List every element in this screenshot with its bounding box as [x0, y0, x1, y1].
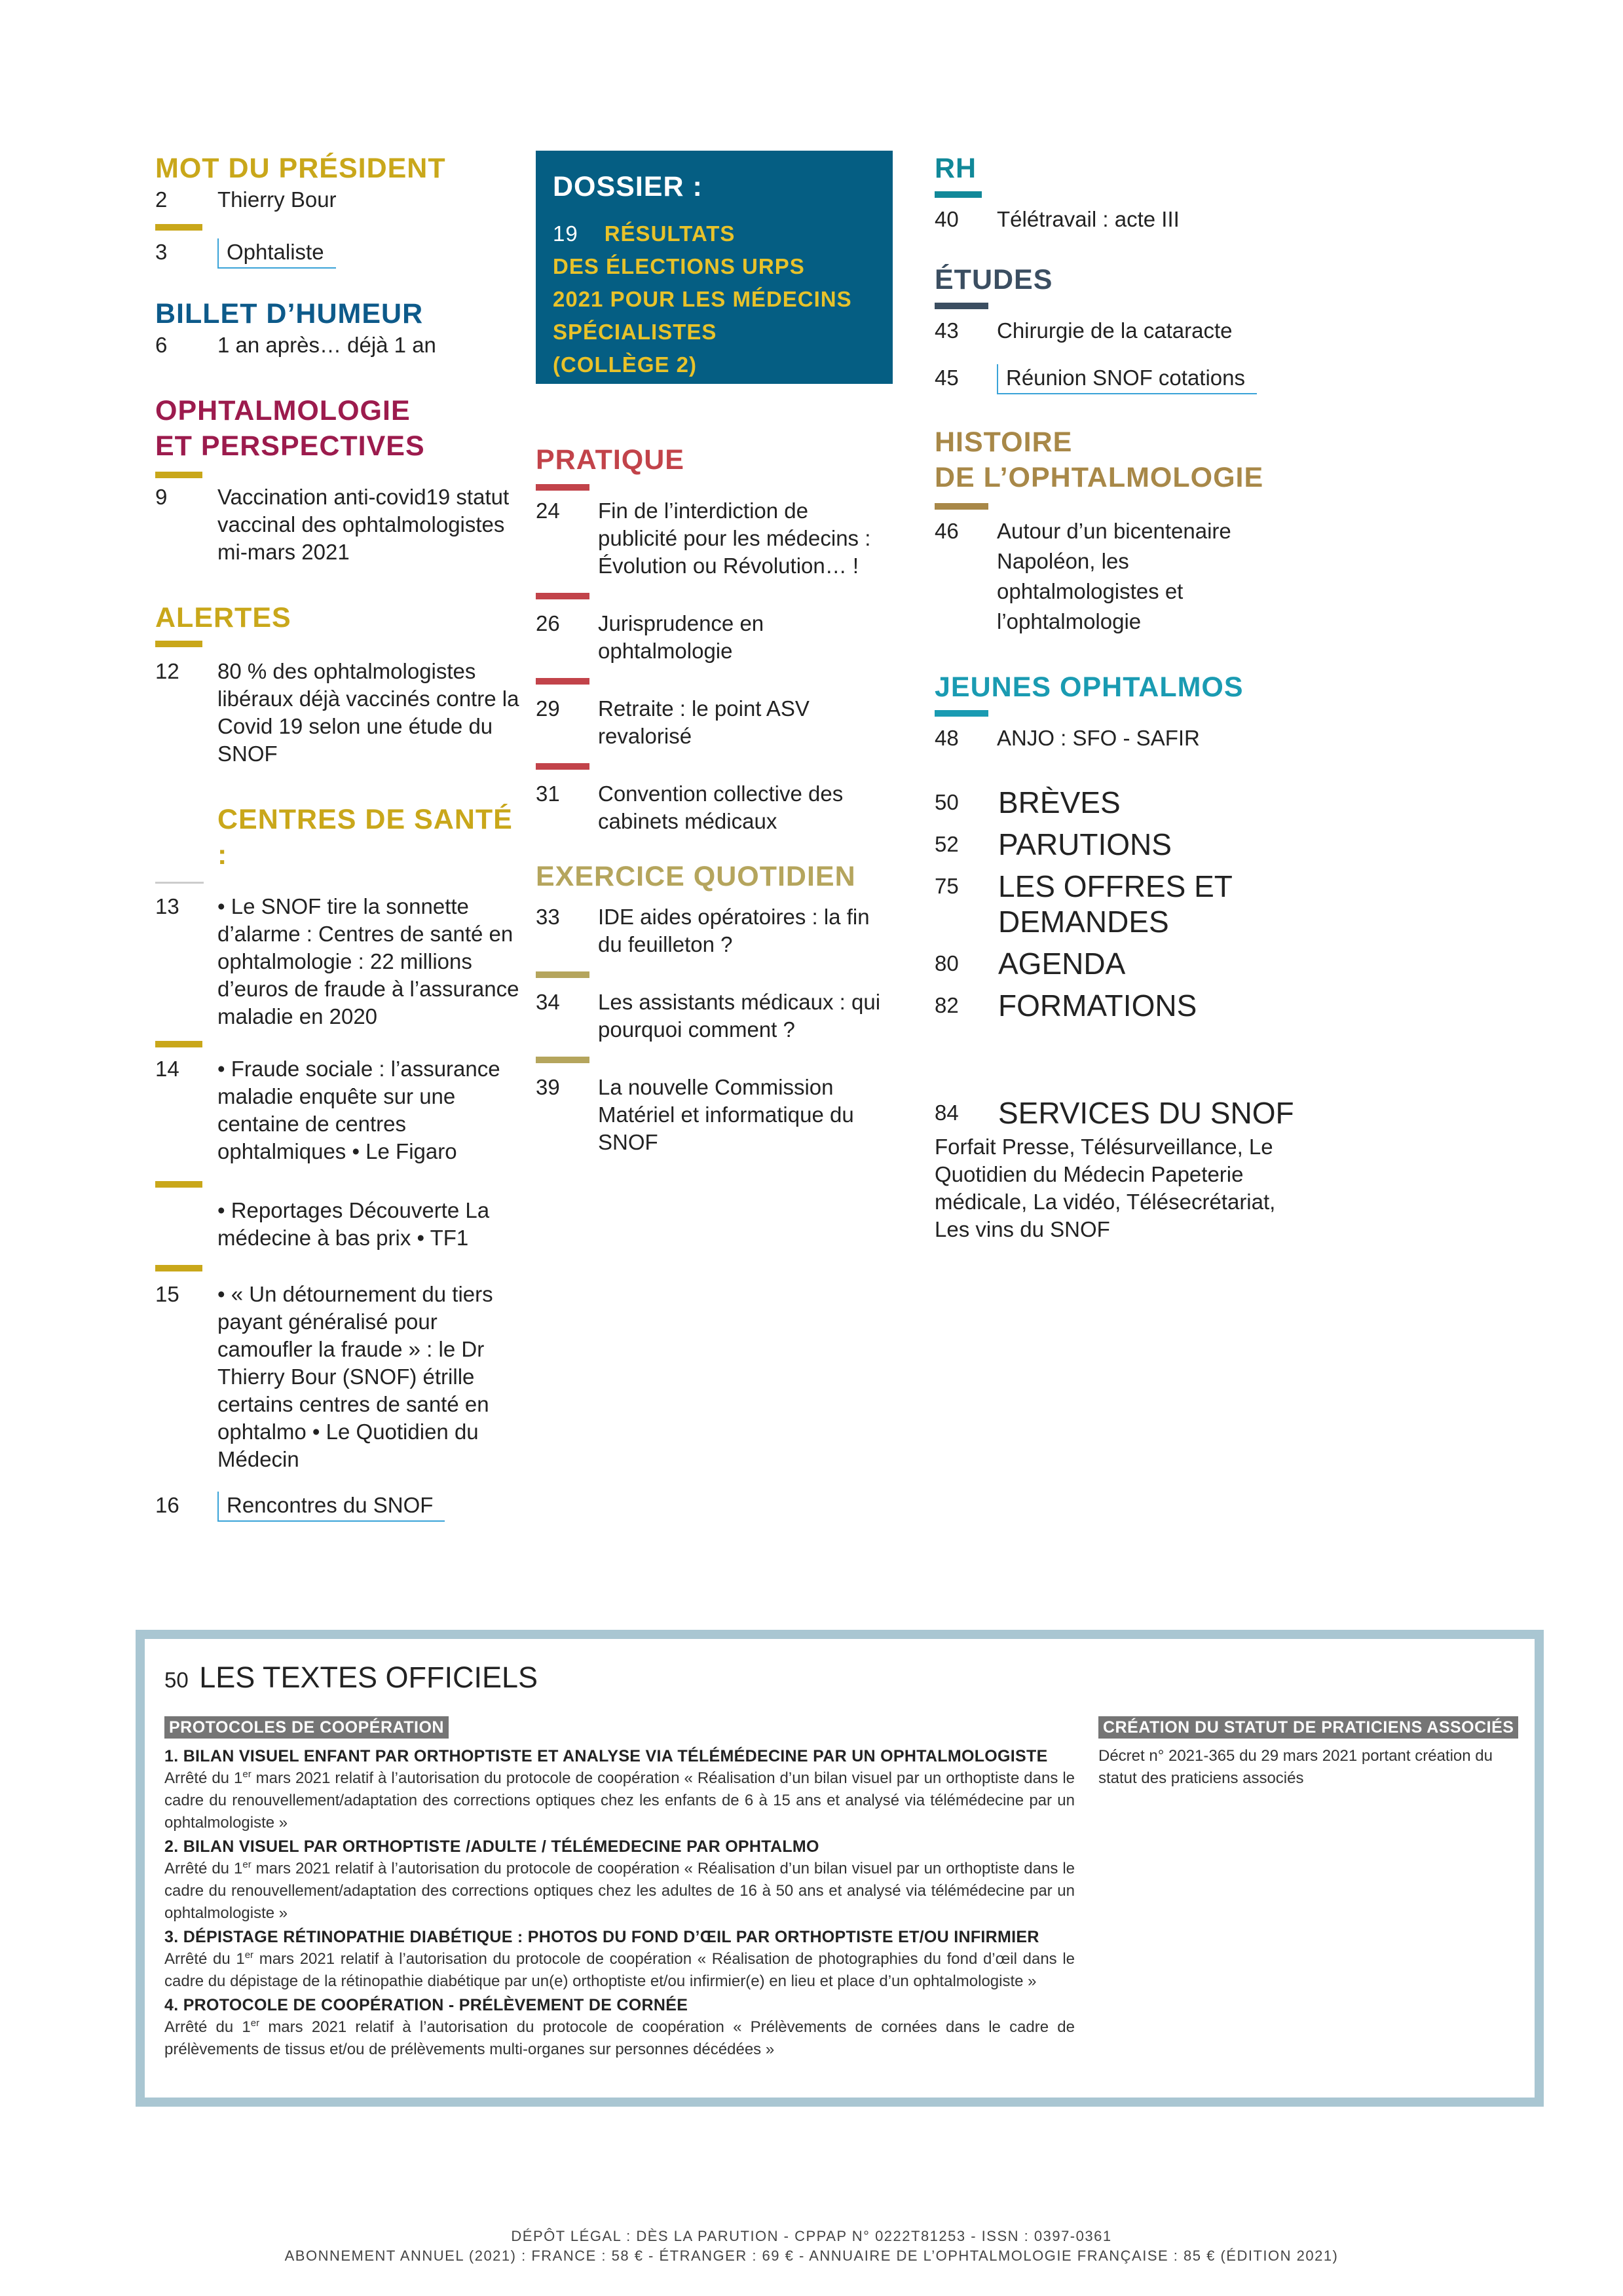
dossier-box[interactable] [536, 151, 893, 384]
page-number: 19 [553, 221, 578, 246]
toc-entry[interactable] [155, 238, 522, 269]
dossier-title: DOSSIER : [553, 171, 703, 202]
dossier-line: DES ÉLECTIONS URPS [553, 254, 805, 278]
entry-title: IDE aides opératoires : la fin du feuilleton ? [598, 905, 870, 956]
official-item[interactable] [164, 1994, 1075, 2061]
divider [155, 1181, 202, 1188]
legal-footer [0, 2227, 1623, 2266]
page-number: 33 [536, 905, 560, 929]
section-title-etudes: ÉTUDES [935, 264, 1053, 295]
page-number: 16 [155, 1493, 179, 1517]
entry-title: • « Un détournement du tiers payant généralisé pour camoufler la fraude » : le Dr Thierry Bour (SNOF) étrille certains centres de santé en ophtalmo • Le Quotidien du Médecin [217, 1282, 493, 1471]
toc-entry[interactable] [536, 988, 893, 1044]
official-texts-box [136, 1630, 1544, 2107]
entry-title: Fin de l’interdiction de publicité pour les médecins : Évolution ou Révolution… ! [598, 499, 871, 578]
toc-entry[interactable] [935, 516, 1328, 637]
page-number: 13 [155, 894, 179, 918]
official-item-heading: 2. BILAN VISUEL PAR ORTHOPTISTE /ADULTE / TÉLÉMEDECINE PAR OPHTALMO [164, 1837, 819, 1856]
section-title-alertes: ALERTES [155, 602, 291, 633]
page-number: 12 [155, 659, 179, 683]
toc-entry[interactable] [155, 331, 522, 359]
page-number: 34 [536, 990, 560, 1014]
toc-column-3 [935, 151, 1328, 1243]
toc-entry[interactable] [536, 1074, 893, 1156]
toc-entry[interactable] [935, 1095, 1328, 1131]
toc-entry[interactable] [935, 988, 1328, 1023]
toc-entry[interactable] [935, 725, 1328, 752]
page-number: 43 [935, 318, 959, 343]
praticiens-associes-tag: CRÉATION DU STATUT DE PRATICIENS ASSOCIÉS [1098, 1716, 1518, 1739]
official-item-heading: 4. PROTOCOLE DE COOPÉRATION - PRÉLÈVEMENT DE CORNÉE [164, 1996, 688, 2014]
page-number: 48 [935, 726, 959, 750]
toc-entry[interactable] [935, 785, 1328, 820]
rubrique-list [935, 785, 1328, 1023]
page-number: 80 [935, 951, 959, 975]
official-item-body: Arrêté du 1er mars 2021 relatif à l’autorisation du protocole de coopération « Réalisation de photographies du fond d’œil dans le cadre du dépistage de la rétinopathie diabétique par un(e) orthoptiste et/ou infirmier(e) en lieu et place d’un ophtalmologiste » [164, 1949, 1075, 1990]
page-number: 50 [935, 790, 959, 814]
official-item-body: Arrêté du 1er mars 2021 relatif à l’autorisation du protocole de coopération « Prélèvements de cornées dans le cadre de prélèvements de tissus et/ou de prélèvements multi-organes sur personnes décédées » [164, 2018, 1075, 2058]
official-item[interactable] [164, 1835, 1075, 1925]
toc-entry[interactable] [536, 780, 893, 835]
divider [155, 472, 202, 478]
page-number: 29 [536, 696, 560, 721]
divider [155, 224, 202, 231]
toc-entry[interactable] [155, 1281, 522, 1473]
entry-title: Les assistants médicaux : qui pourquoi comment ? [598, 990, 881, 1042]
page-number: 84 [935, 1101, 959, 1125]
divider [155, 641, 202, 647]
services-description: Forfait Presse, Télésurveillance, Le Quotidien du Médecin Papeterie médicale, La vidéo, Télésecrétariat, Les vins du SNOF [935, 1135, 1276, 1241]
entry-title: Télétravail : acte III [997, 207, 1180, 231]
entry-title: • Reportages Découverte La médecine à bas prix • TF1 [217, 1198, 490, 1250]
divider [536, 1057, 589, 1063]
entry-title: Chirurgie de la cataracte [997, 318, 1233, 343]
divider [935, 303, 988, 309]
divider [536, 678, 589, 685]
entry-title: ANJO : SFO - SAFIR [997, 726, 1200, 750]
toc-entry[interactable] [536, 610, 893, 665]
toc-entry[interactable] [155, 483, 522, 566]
divider [155, 1265, 202, 1271]
toc-entry[interactable] [155, 1055, 522, 1165]
page-number: 2 [155, 187, 168, 212]
entry-title: 1 an après… déjà 1 an [217, 333, 436, 357]
dossier-line: RÉSULTATS [604, 221, 736, 246]
entry-title: Convention collective des cabinets médicaux [598, 781, 844, 833]
entry-title: LES OFFRES ET DEMANDES [998, 869, 1233, 939]
toc-entry[interactable] [935, 946, 1328, 981]
reunion-snof-cotations-link[interactable]: Réunion SNOF cotations [997, 364, 1257, 394]
toc-entry[interactable] [536, 903, 893, 958]
entry-title: BRÈVES [998, 785, 1121, 819]
section-title-rh: RH [935, 153, 977, 184]
page-number: 26 [536, 611, 560, 635]
rencontres-link[interactable]: Rencontres du SNOF [217, 1492, 445, 1522]
divider [935, 710, 988, 717]
page-number: 45 [935, 366, 959, 390]
toc-entry[interactable] [155, 658, 522, 768]
divider [155, 1041, 202, 1047]
page-number: 52 [935, 832, 959, 856]
page-number: 50 [164, 1668, 189, 1692]
entry-title: • Fraude sociale : l’assurance maladie enquête sur une centaine de centres ophtalmiques • Le Figaro [217, 1057, 500, 1163]
page-number: 15 [155, 1282, 179, 1306]
cooperation-protocols-column [164, 1716, 1075, 2061]
section-title-histoire: HISTOIRE DE L’OPHTALMOLOGIE [935, 426, 1264, 493]
page-number: 75 [935, 874, 959, 898]
divider [155, 882, 204, 884]
section-title-mot-du-president: MOT DU PRÉSIDENT [155, 153, 446, 184]
page-number: 46 [935, 519, 959, 543]
section-title-jeunes-ophtalmos: JEUNES OPHTALMOS [935, 671, 1244, 703]
toc-column-1 [155, 151, 522, 1522]
official-item-body: Arrêté du 1er mars 2021 relatif à l’autorisation du protocole de coopération « Réalisation d’un bilan visuel par un orthoptiste dans le cadre du renouvellement/adaptation des corrections optiques chez les enfants de 6 à 15 ans et analysé via télémédecine par un ophtalmologiste » [164, 1769, 1075, 1832]
divider [935, 191, 982, 198]
entry-title: PARUTIONS [998, 827, 1172, 861]
page-number [155, 1197, 217, 1252]
page-number: 31 [536, 781, 560, 806]
section-title-billet: BILLET D’HUMEUR [155, 298, 424, 329]
official-texts-title[interactable]: 50 LES TEXTES OFFICIELS [164, 1661, 538, 1694]
toc-column-2 [536, 442, 893, 1156]
entry-title: La nouvelle Commission Matériel et informatique du SNOF [598, 1075, 854, 1154]
page-number: 24 [536, 499, 560, 523]
divider [536, 971, 589, 978]
section-title-exercice-quotidien: EXERCICE QUOTIDIEN [536, 861, 856, 892]
official-item-heading: 1. BILAN VISUEL ENFANT PAR ORTHOPTISTE ET ANALYSE VIA TÉLÉMÉDECINE PAR UN OPHTALMOLOGISTE [164, 1747, 1048, 1765]
toc-entry[interactable] [935, 317, 1328, 345]
entry-title: Autour d’un bicentenaire Napoléon, les ophtalmologistes et l’ophtalmologie [997, 519, 1231, 633]
praticiens-associes-column [1098, 1716, 1524, 1790]
cooperation-protocols-tag: PROTOCOLES DE COOPÉRATION [164, 1716, 449, 1739]
divider [536, 593, 589, 599]
entry-title: Vaccination anti-covid19 statut vaccinal des ophtalmologistes mi-mars 2021 [217, 485, 510, 564]
toc-entry[interactable] [935, 206, 1328, 233]
page-number: 39 [536, 1075, 560, 1099]
ophtaliste-link[interactable]: Ophtaliste [217, 238, 336, 269]
toc-entry[interactable] [536, 497, 893, 580]
entry-title: FORMATIONS [998, 988, 1197, 1023]
page-number: 6 [155, 333, 168, 357]
toc-entry[interactable] [155, 186, 522, 214]
entry-title: Retraite : le point ASV revalorisé [598, 696, 810, 748]
official-item[interactable] [164, 1926, 1075, 1993]
entry-title: Jurisprudence en ophtalmologie [598, 611, 764, 663]
entry-title: • Le SNOF tire la sonnette d’alarme : Centres de santé en ophtalmologie : 22 millions d’euros de fraude à l’assurance maladie en 2020 [217, 894, 519, 1028]
page-number: 40 [935, 207, 959, 231]
dossier-line: 2021 POUR LES MÉDECINS [553, 287, 852, 311]
dossier-line: (COLLÈGE 2) [553, 352, 698, 377]
page-number: 9 [155, 485, 168, 509]
subscription-line: ABONNEMENT ANNUEL (2021) : FRANCE : 58 € - ÉTRANGER : 69 € - ANNUAIRE DE L’OPHTALMOLOGIE FRANÇAISE : 85 € (ÉDITION 2021) [284, 2248, 1339, 2264]
dossier-line: SPÉCIALISTES [553, 320, 717, 344]
section-title-pratique: PRATIQUE [536, 444, 684, 476]
toc-entry[interactable] [155, 893, 522, 1030]
page-number: 82 [935, 993, 959, 1017]
divider [536, 484, 589, 491]
official-item-heading: 3. DÉPISTAGE RÉTINOPATHIE DIABÉTIQUE : PHOTOS DU FOND D’ŒIL PAR ORTHOPTISTE ET/OU INFIRMIER [164, 1928, 1039, 1946]
toc-entry[interactable] [935, 869, 1328, 939]
divider [536, 763, 589, 770]
entry-title: 80 % des ophtalmologistes libéraux déjà vaccinés contre la Covid 19 selon une étude du SNOF [217, 659, 519, 766]
toc-entry[interactable] [935, 827, 1328, 862]
entry-title: SERVICES DU SNOF [998, 1096, 1294, 1130]
toc-entry[interactable] [155, 1492, 522, 1522]
page-number: 3 [155, 240, 168, 264]
section-title-centres-de-sante: CENTRES DE SANTÉ : [217, 804, 513, 871]
entry-title: AGENDA [998, 947, 1126, 981]
toc-entry[interactable] [536, 695, 893, 750]
legal-line: DÉPÔT LÉGAL : DÈS LA PARUTION - CPPAP N° 0222T81253 - ISSN : 0397-0361 [511, 2228, 1112, 2244]
section-title-ophtalmologie: OPHTALMOLOGIE ET PERSPECTIVES [155, 395, 425, 462]
toc-entry[interactable] [155, 1197, 522, 1252]
official-item[interactable] [164, 1745, 1075, 1834]
entry-title: Thierry Bour [217, 187, 337, 212]
official-item-body[interactable]: Décret n° 2021-365 du 29 mars 2021 portant création du statut des praticiens associés [1098, 1747, 1493, 1787]
official-item-body: Arrêté du 1er mars 2021 relatif à l’autorisation du protocole de coopération « Réalisation d’un bilan visuel par un orthoptiste dans le cadre du renouvellement/adaptation des corrections optiques chez les adultes de 16 à 50 ans et analysé via télémédecine par un ophtalmologiste » [164, 1859, 1075, 1922]
page-number: 14 [155, 1057, 179, 1081]
toc-entry[interactable] [935, 364, 1328, 394]
divider [935, 503, 988, 510]
